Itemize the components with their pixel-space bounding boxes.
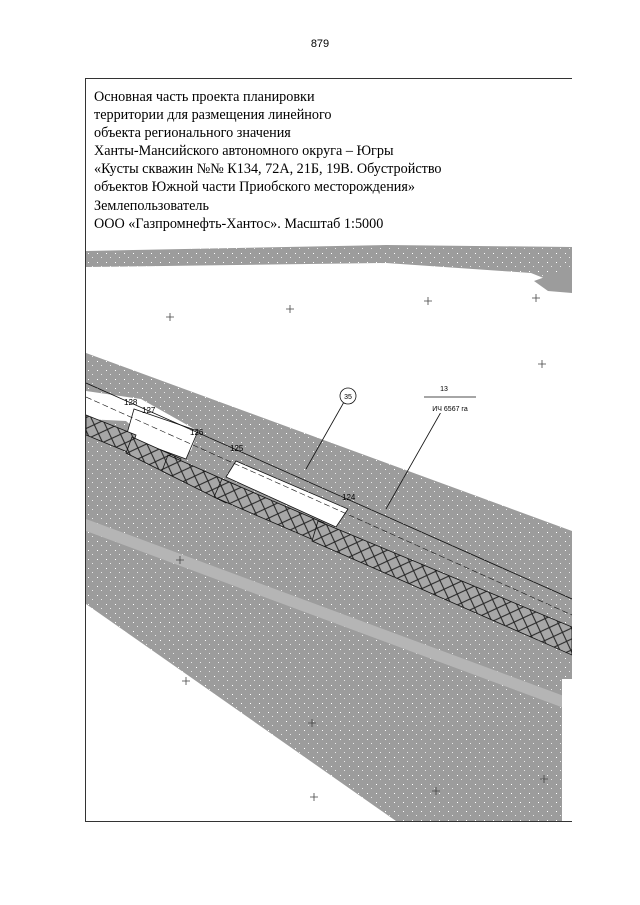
callout-number: 35 <box>344 394 352 401</box>
parcel-label-125: 125 <box>230 444 244 453</box>
title-line: объектов Южной части Приобского месторождения» <box>94 179 416 196</box>
parcel-label-124: 124 <box>342 493 356 502</box>
title-line: Землепользователь <box>94 197 209 214</box>
title-line: территории для размещения линейного <box>94 107 332 124</box>
title-line: Ханты-Мансийского автономного округа – Югры <box>94 143 394 160</box>
right-edge-gap <box>562 679 572 821</box>
title-line: «Кусты скважин №№ К134, 72А, 21Б, 19В. Обустройство <box>94 161 442 178</box>
page-number: 879 <box>310 38 330 50</box>
title-line: объекта регионального значения <box>94 125 291 142</box>
upper-grey-band <box>86 245 572 279</box>
parcel-label-126: 126 <box>190 428 204 437</box>
title-line: Основная часть проекта планировки <box>94 89 315 105</box>
title-block <box>94 88 564 233</box>
parcel-label-128: 128 <box>124 398 138 407</box>
map-sheet-frame <box>85 78 572 822</box>
parcel-label-127: 127 <box>142 406 156 415</box>
plot-annotation-numerator: 13 <box>440 386 448 393</box>
plot-annotation-denominator: ИЧ 6567 га <box>432 406 468 413</box>
title-line: ООО «Газпромнефть-Хантос». Масштаб 1:5000 <box>94 215 384 232</box>
